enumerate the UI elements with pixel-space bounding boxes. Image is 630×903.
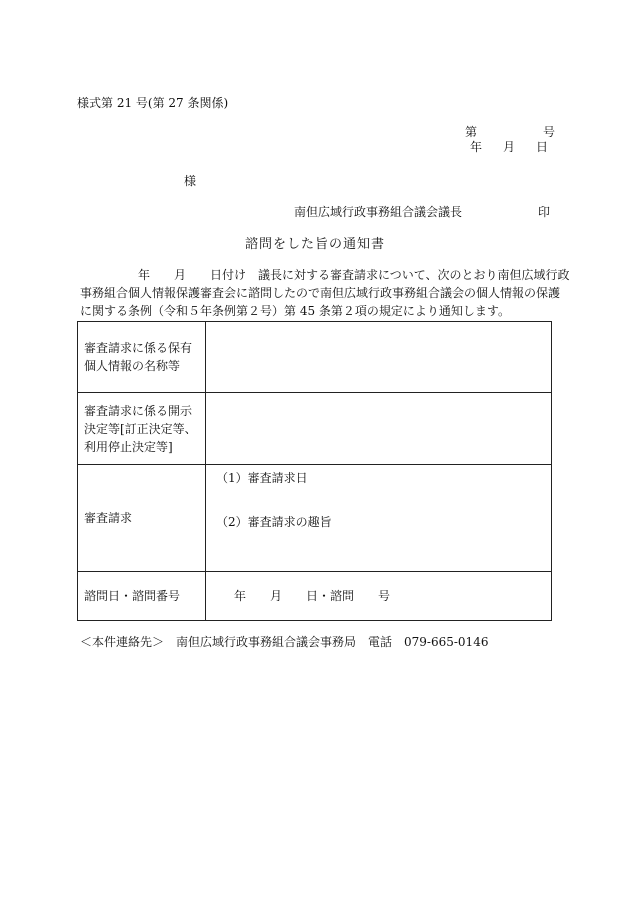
addressee: 様 [184,174,197,188]
table-row [78,393,552,465]
inquiry-date-number-field[interactable]: 年 月 日・諮問 号 [206,572,552,621]
review-request-purpose-label: （2）審査請求の趣旨 [216,515,332,529]
row-label-review-request: 審査請求 [78,465,206,572]
row-label-inquiry: 諮問日・諮問番号 [78,572,206,621]
table-row [78,572,552,621]
date-year: 年 [470,140,483,154]
table-row [78,322,552,393]
review-request-field[interactable] [206,465,552,572]
form-number: 様式第 21 号(第 27 条関係) [77,96,229,110]
info-table [77,321,552,621]
body-line: 年 月 日付け 議長に対する審査請求について、次のとおり南但広域行政 [138,268,570,282]
contact-info: ＜本件連絡先＞ 南但広域行政事務組合議会事務局 電話 079-665-0146 [80,635,489,649]
sender-name: 南但広域行政事務組合議会議長 [294,205,463,219]
body-line: に関する条例（令和５年条例第２号）第 45 条第２項の規定により通知します。 [80,304,510,318]
seal-mark: 印 [538,205,551,219]
document-title: 諮問をした旨の通知書 [244,237,385,252]
label-line: 審査請求に係る保有 [84,341,193,355]
personal-info-field[interactable] [206,322,552,393]
doc-number-suffix: 号 [542,125,555,139]
disclosure-decision-field[interactable] [206,393,552,465]
body-paragraph [80,266,570,320]
row-label-personal-info [78,322,206,393]
date-month: 月 [502,140,515,154]
label-line: 審査請求に係る開示 [84,403,193,418]
document-date [470,139,548,156]
doc-number-prefix: 第 [465,125,478,139]
label-line: 決定等[訂正決定等、 [84,421,197,436]
date-day: 日 [535,140,548,154]
label-line: 個人情報の名称等 [84,359,181,373]
body-line: 事務組合個人情報保護審査会に諮問したので南但広域行政事務組合議会の個人情報の保護 [80,286,561,300]
row-label-disclosure-decision [78,393,206,465]
review-request-date-label: （1）審査請求日 [216,471,308,485]
table-row [78,465,552,572]
label-line: 利用停止決定等] [84,439,173,454]
